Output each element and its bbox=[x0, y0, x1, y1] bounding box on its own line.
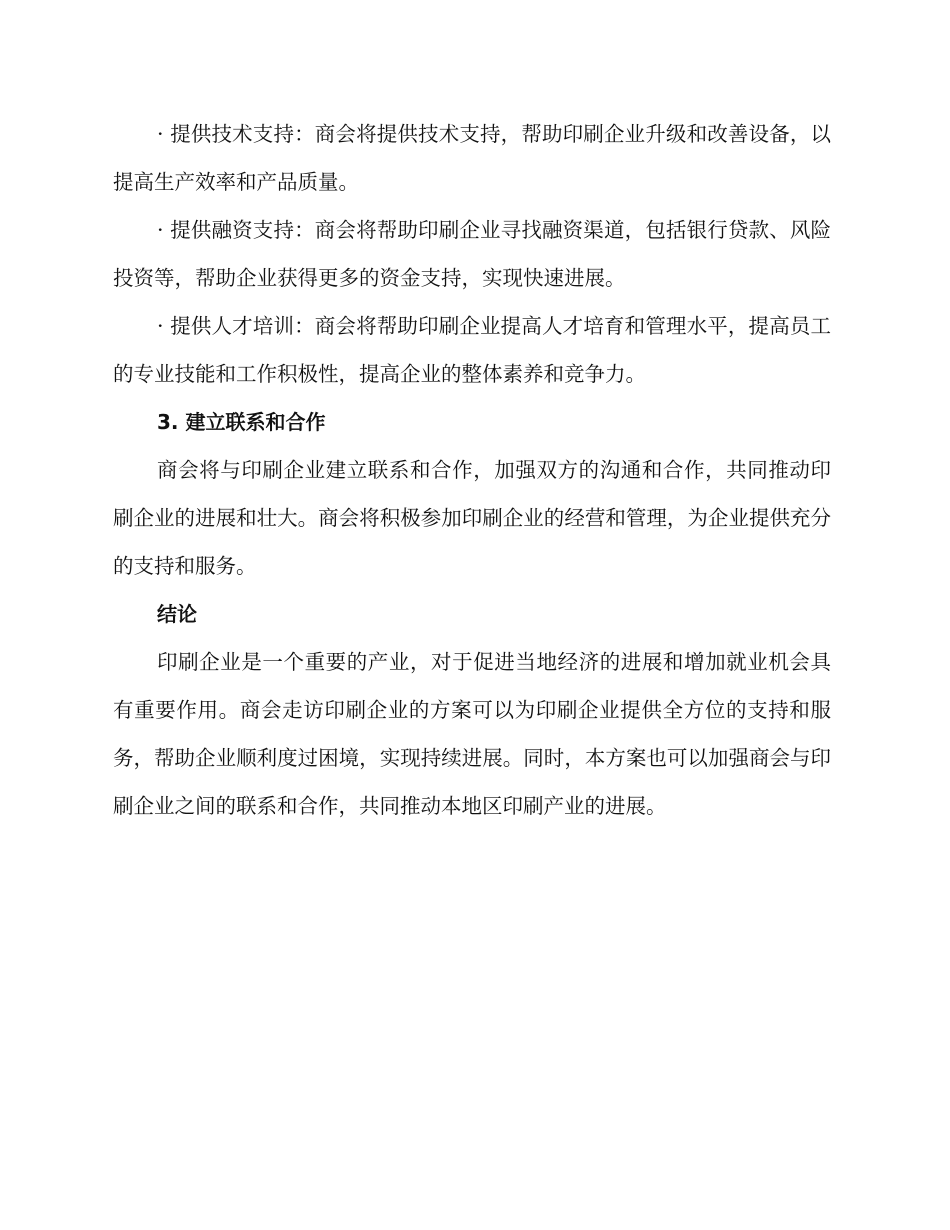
bullet-talent-training: · 提供人才培训：商会将帮助印刷企业提高人才培育和管理水平，提高员工的专业技能和工作积极性，提高企业的整体素养和竞争力。 bbox=[113, 314, 831, 386]
document-body bbox=[113, 110, 831, 830]
paragraph-cooperation: 商会将与印刷企业建立联系和合作，加强双方的沟通和合作，共同推动印刷企业的进展和壮大。商会将积极参加印刷企业的经营和管理，为企业提供充分的支持和服务。 bbox=[113, 458, 831, 578]
bullet-finance-support: · 提供融资支持：商会将帮助印刷企业寻找融资渠道，包括银行贷款、风险投资等，帮助企业获得更多的资金支持，实现快速进展。 bbox=[113, 218, 831, 290]
section-heading-cooperation: 3. 建立联系和合作 bbox=[157, 410, 326, 434]
bullet-tech-support: · 提供技术支持：商会将提供技术支持，帮助印刷企业升级和改善设备，以提高生产效率和产品质量。 bbox=[113, 122, 831, 194]
paragraph-conclusion: 印刷企业是一个重要的产业，对于促进当地经济的进展和增加就业机会具有重要作用。商会走访印刷企业的方案可以为印刷企业提供全方位的支持和服务，帮助企业顺利度过困境，实现持续进展。同时，本方案也可以加强商会与印刷企业之间的联系和合作，共同推动本地区印刷产业的进展。 bbox=[113, 650, 831, 818]
section-heading-conclusion: 结论 bbox=[157, 602, 197, 626]
